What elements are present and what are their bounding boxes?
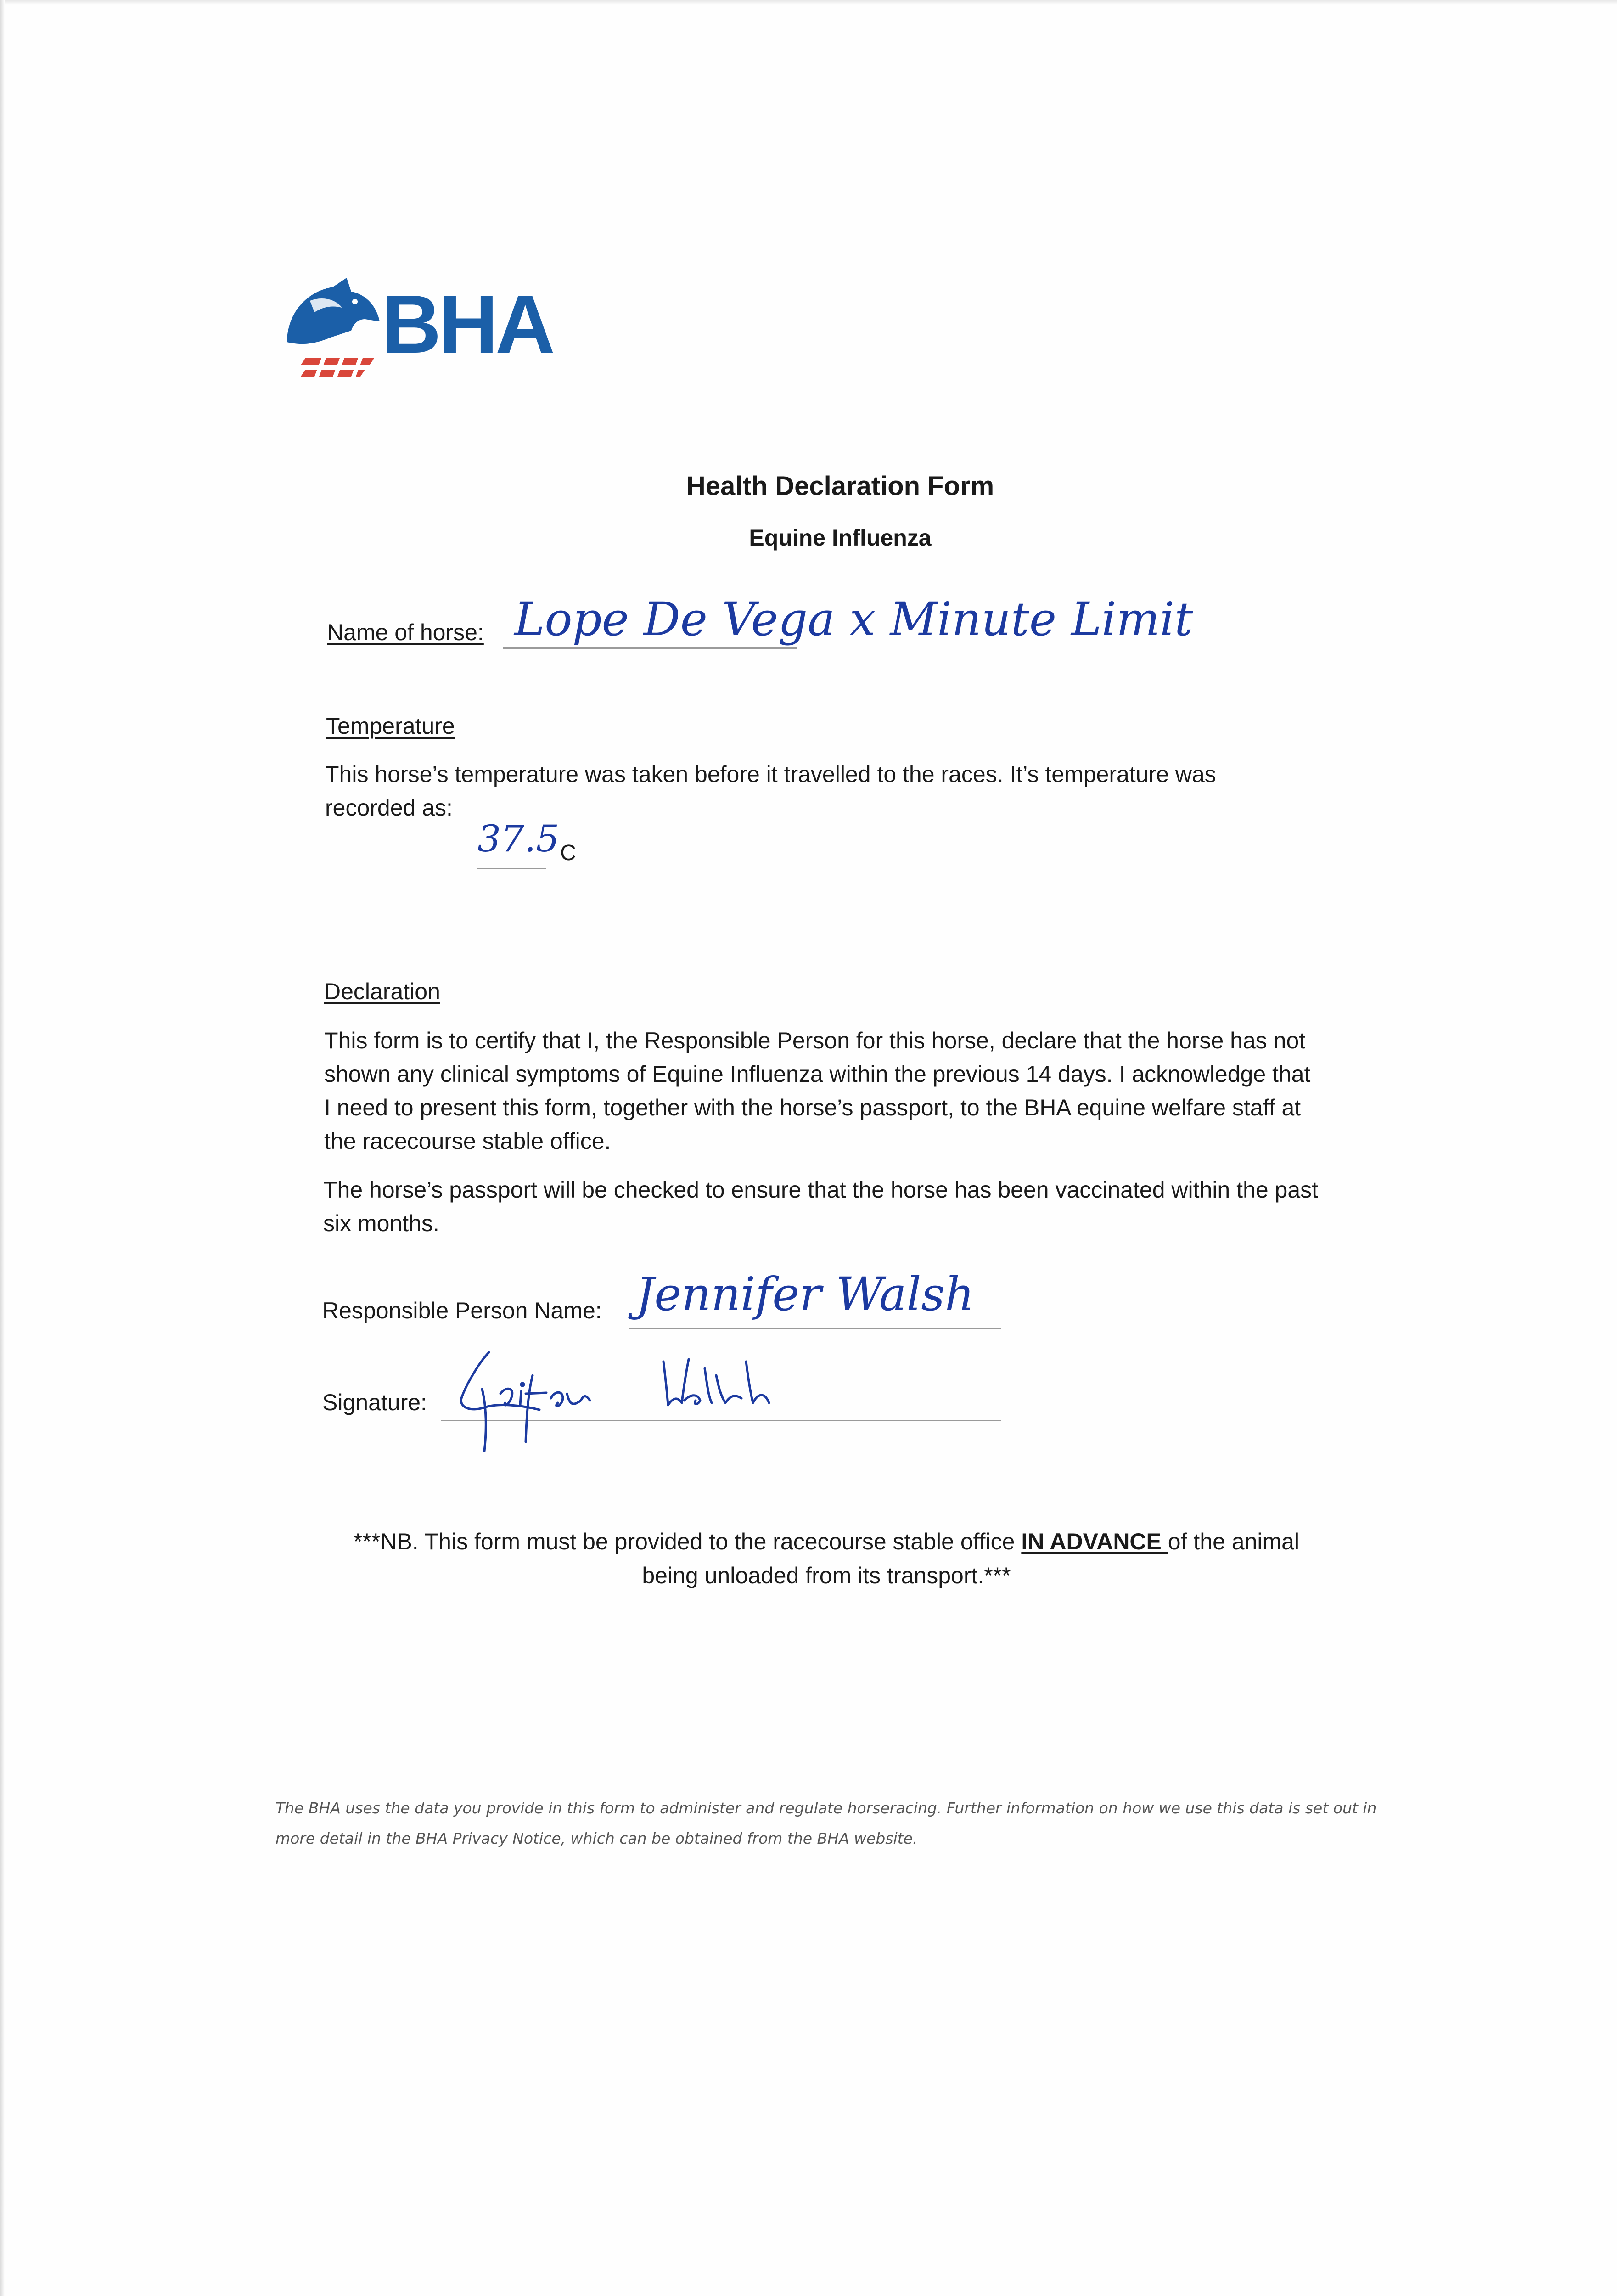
temperature-heading: Temperature	[326, 713, 455, 739]
declaration-paragraph-2: The horse’s passport will be checked to ensure that the horse has been vaccinated within the past six months.	[323, 1177, 1319, 1236]
advance-notice	[331, 1525, 1322, 1593]
temperature-value: 37.5	[477, 817, 560, 860]
responsible-person-line	[629, 1328, 1001, 1329]
scan-edge	[0, 0, 5, 2296]
notice-prefix: ***NB. This form must be provided to the racecourse stable office	[353, 1529, 1022, 1554]
responsible-person-label: Responsible Person Name:	[322, 1298, 602, 1323]
responsible-person-value: Jennifer Walsh	[636, 1267, 975, 1321]
bha-logo	[278, 273, 572, 379]
horse-name-line	[503, 647, 797, 649]
declaration-paragraph-1: This form is to certify that I, the Responsible Person for this horse, declare that the horse has not shown any clinical symptoms of Equine Influenza within the previous 14 days. I acknowledge that I need to present this form, together with the horse’s passport, to the BHA equine welfare staff at the racecourse stable office.	[324, 1028, 1311, 1154]
horse-name-value: Lope De Vega x Minute Limit	[514, 592, 1193, 646]
temperature-text: This horse’s temperature was taken before it travelled to the races. It’s temperature was recorded as:	[325, 761, 1216, 821]
notice-emphasis: IN ADVANCE	[1021, 1529, 1168, 1554]
privacy-footer: The BHA uses the data you provide in this form to administer and regulate horseracing. Further information on how we use this data is set out in more detail in the BHA Privacy Notice, which can be obtained from the BHA website.	[275, 1799, 1377, 1847]
temperature-line	[477, 868, 546, 869]
signature-image	[448, 1343, 815, 1458]
notice-suffix: of the animal being unloaded from its transport.***	[642, 1529, 1300, 1588]
temperature-unit: C	[560, 841, 576, 865]
signature-label: Signature:	[322, 1390, 427, 1415]
page-subtitle: Equine Influenza	[749, 525, 932, 551]
logo-wordmark: BHA	[382, 278, 552, 371]
scan-edge	[0, 0, 1617, 5]
horse-name-label: Name of horse:	[327, 619, 484, 645]
declaration-heading: Declaration	[324, 979, 440, 1004]
page-title: Health Declaration Form	[686, 471, 994, 501]
